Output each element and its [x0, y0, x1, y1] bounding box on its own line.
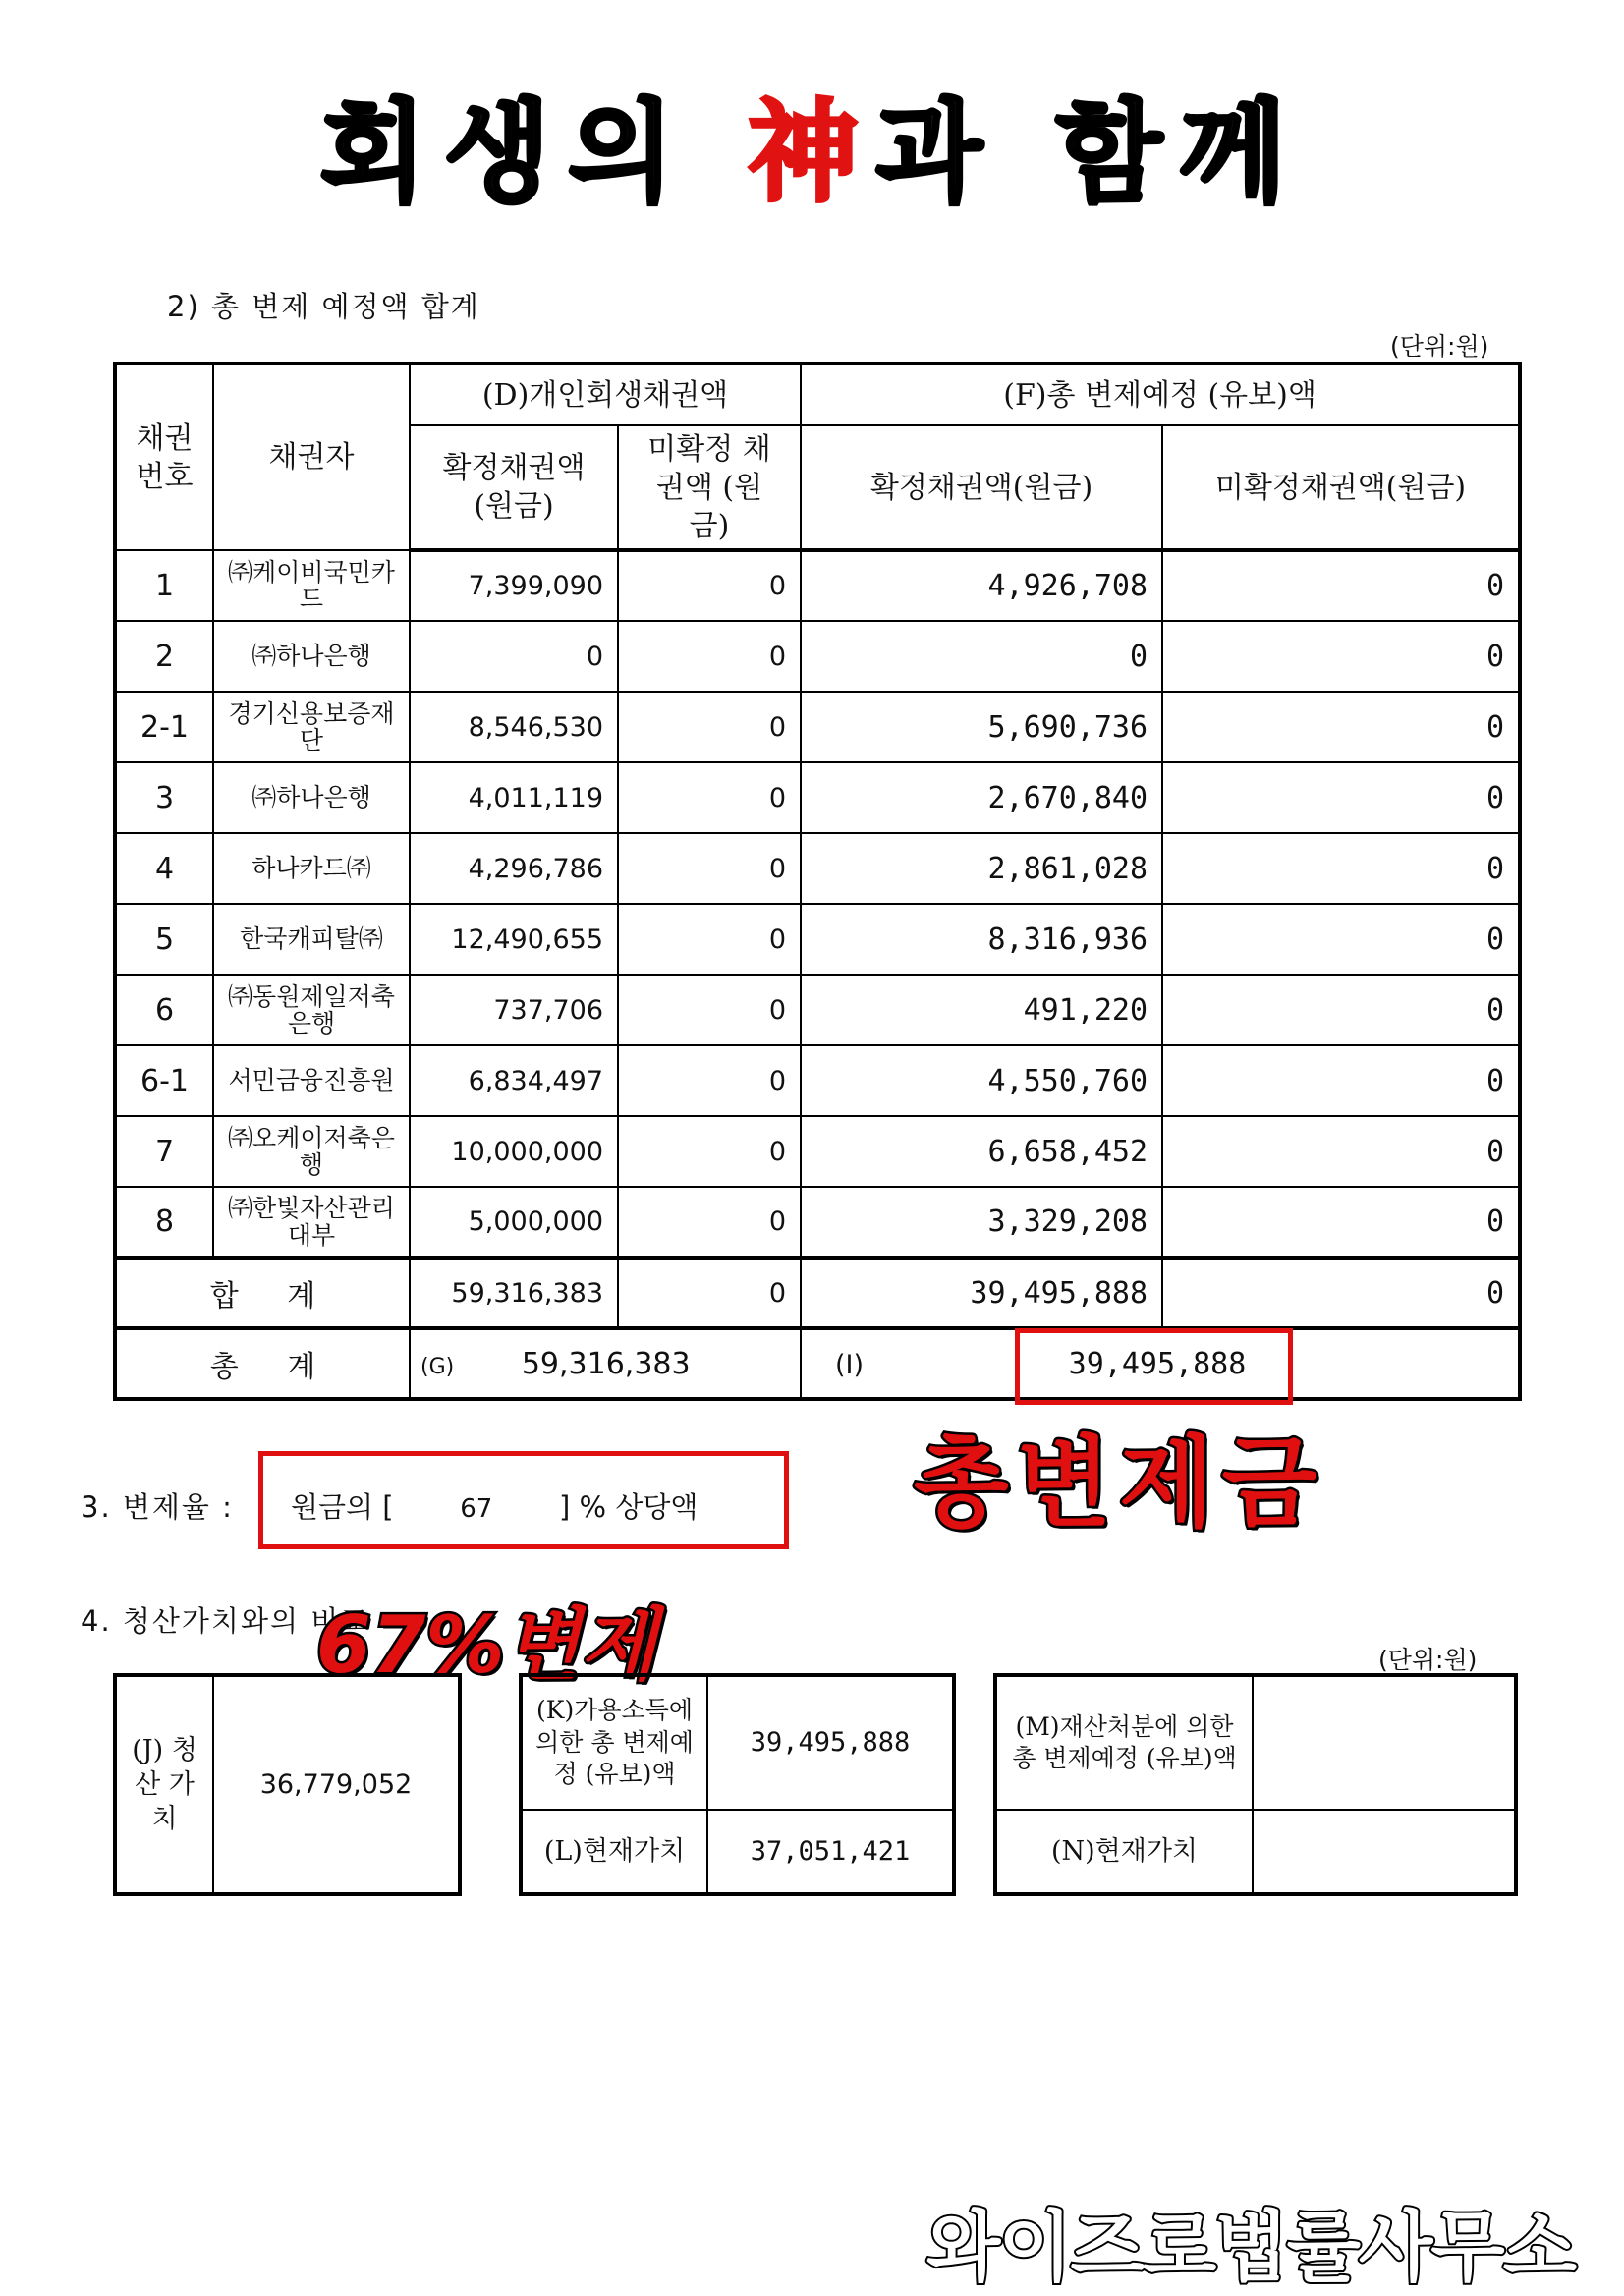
row-no: 5 [115, 904, 213, 975]
row-creditor: ㈜오케이저축은행 [213, 1116, 410, 1187]
row-confirmed-d: 737,706 [410, 975, 618, 1045]
row-no: 3 [115, 762, 213, 833]
row-confirmed-f: 5,690,736 [801, 692, 1162, 762]
header-group-f: (F)총 변제예정 (유보)액 [801, 364, 1520, 425]
row-unconfirmed-f: 0 [1162, 1045, 1520, 1116]
row-unconfirmed-d: 0 [618, 833, 801, 904]
total-g-value: 59,316,383 [521, 1346, 691, 1381]
row-confirmed-d: 4,011,119 [410, 762, 618, 833]
row-unconfirmed-f: 0 [1162, 904, 1520, 975]
row-unconfirmed-f: 0 [1162, 621, 1520, 692]
row-confirmed-f: 6,658,452 [801, 1116, 1162, 1187]
row-confirmed-d: 8,546,530 [410, 692, 618, 762]
unit-label-1: (단위:원) [1390, 332, 1489, 361]
compare-table-mn [993, 1673, 1518, 1896]
row-unconfirmed-d: 0 [618, 1187, 801, 1258]
banner-text-1: 회생의 [319, 89, 749, 217]
table-row [115, 833, 1520, 904]
row-no: 6 [115, 975, 213, 1045]
row-creditor: ㈜하나은행 [213, 621, 410, 692]
highlight-total-box [1015, 1328, 1293, 1405]
row-unconfirmed-f: 0 [1162, 975, 1520, 1045]
row-unconfirmed-d: 0 [618, 621, 801, 692]
table-row [115, 1116, 1520, 1187]
row-unconfirmed-f: 0 [1162, 762, 1520, 833]
row-no: 2-1 [115, 692, 213, 762]
row-unconfirmed-d: 0 [618, 975, 801, 1045]
row-unconfirmed-d: 0 [618, 904, 801, 975]
row-confirmed-d: 12,490,655 [410, 904, 618, 975]
row-unconfirmed-d: 0 [618, 692, 801, 762]
subtotal-d1: 59,316,383 [410, 1258, 618, 1328]
header-creditor-no: 채권 번호 [115, 364, 213, 550]
stamp-rate-repay: 67%변제 [316, 1599, 657, 1691]
total-g-label: (G) [420, 1354, 455, 1379]
j-label: (J) 청산 가치 [115, 1675, 213, 1894]
highlight-rate-box [258, 1451, 789, 1549]
row-no: 2 [115, 621, 213, 692]
row-creditor: ㈜동원제일저축은행 [213, 975, 410, 1045]
header-confirmed-f: 확정채권액(원금) [801, 425, 1162, 550]
row-no: 7 [115, 1116, 213, 1187]
header-unconfirmed-d: 미확정 채권액 (원금) [618, 425, 801, 550]
rate-text-a: 원금의 [ [291, 1490, 394, 1524]
row-confirmed-f: 2,861,028 [801, 833, 1162, 904]
row-unconfirmed-f: 0 [1162, 550, 1520, 621]
row-creditor: ㈜케이비국민카드 [213, 550, 410, 621]
header-confirmed-d: 확정채권액 (원금) [410, 425, 618, 550]
total-g-cell [410, 1328, 801, 1399]
row-creditor: ㈜하나은행 [213, 762, 410, 833]
m-value [1253, 1675, 1516, 1810]
row-unconfirmed-d: 0 [618, 1045, 801, 1116]
l-value: 37,051,421 [707, 1810, 954, 1894]
table-row [115, 1045, 1520, 1116]
j-value: 36,779,052 [213, 1675, 460, 1894]
row-unconfirmed-d: 0 [618, 550, 801, 621]
row-no: 6-1 [115, 1045, 213, 1116]
row-confirmed-d: 0 [410, 621, 618, 692]
section-2-heading: 2) 총 변제 예정액 합계 [167, 290, 480, 323]
table-row [115, 1187, 1520, 1258]
banner-text-2: 과 함께 [875, 89, 1305, 217]
row-confirmed-d: 4,296,786 [410, 833, 618, 904]
row-confirmed-d: 10,000,000 [410, 1116, 618, 1187]
banner-highlight: 神 [748, 89, 876, 217]
total-i-label: (I) [835, 1349, 865, 1380]
row-confirmed-d: 5,000,000 [410, 1187, 618, 1258]
row-creditor: ㈜한빛자산관리대부 [213, 1187, 410, 1258]
row-creditor: 하나카드㈜ [213, 833, 410, 904]
row-unconfirmed-d: 0 [618, 762, 801, 833]
row-confirmed-f: 4,550,760 [801, 1045, 1162, 1116]
row-confirmed-d: 6,834,497 [410, 1045, 618, 1116]
row-confirmed-f: 2,670,840 [801, 762, 1162, 833]
unit-label-2: (단위:원) [1378, 1646, 1478, 1674]
n-label: (N)현재가치 [995, 1810, 1253, 1894]
row-unconfirmed-f: 0 [1162, 833, 1520, 904]
table-row [115, 975, 1520, 1045]
row-creditor: 경기신용보증재단 [213, 692, 410, 762]
table-row [115, 762, 1520, 833]
banner-title [0, 89, 1624, 217]
subtotal-label: 합 계 [115, 1258, 410, 1328]
firm-logo-text: 와이즈로법률사무소 [925, 2204, 1575, 2292]
row-no: 1 [115, 550, 213, 621]
section-3-prefix: 3. 변제율 : [81, 1490, 234, 1524]
compare-table-kl [519, 1673, 956, 1896]
section-3-line [81, 1485, 234, 1526]
rate-text-b: ] % 상당액 [559, 1490, 699, 1524]
total-label: 총 계 [115, 1328, 410, 1399]
n-value [1253, 1810, 1516, 1894]
row-creditor: 한국캐피탈㈜ [213, 904, 410, 975]
row-confirmed-f: 0 [801, 621, 1162, 692]
row-confirmed-f: 3,329,208 [801, 1187, 1162, 1258]
header-unconfirmed-f: 미확정채권액(원금) [1162, 425, 1520, 550]
subtotal-d2: 0 [618, 1258, 801, 1328]
k-value: 39,495,888 [707, 1675, 954, 1810]
row-confirmed-f: 4,926,708 [801, 550, 1162, 621]
m-label: (M)재산처분에 의한 총 변제예정 (유보)액 [995, 1675, 1253, 1810]
row-creditor: 서민금융진흥원 [213, 1045, 410, 1116]
row-unconfirmed-f: 0 [1162, 692, 1520, 762]
row-no: 4 [115, 833, 213, 904]
row-unconfirmed-f: 0 [1162, 1187, 1520, 1258]
rate-value: 67 [460, 1494, 493, 1524]
subtotal-f1: 39,495,888 [801, 1258, 1162, 1328]
compare-table-j [113, 1673, 462, 1896]
row-confirmed-f: 8,316,936 [801, 904, 1162, 975]
table-row [115, 692, 1520, 762]
row-unconfirmed-d: 0 [618, 1116, 801, 1187]
header-creditor: 채권자 [213, 364, 410, 550]
row-confirmed-f: 491,220 [801, 975, 1162, 1045]
header-group-d: (D)개인회생채권액 [410, 364, 801, 425]
subtotal-f2: 0 [1162, 1258, 1520, 1328]
table-row [115, 621, 1520, 692]
repayment-table [113, 362, 1522, 1401]
row-no: 8 [115, 1187, 213, 1258]
stamp-total-repay: 총변제금 [914, 1426, 1325, 1540]
table-row [115, 904, 1520, 975]
l-label: (L)현재가치 [521, 1810, 707, 1894]
row-unconfirmed-f: 0 [1162, 1116, 1520, 1187]
total-i-value: 39,495,888 [1068, 1346, 1247, 1381]
k-label: (K)가용소득에 의한 총 변제예정 (유보)액 [521, 1675, 707, 1810]
table-row [115, 550, 1520, 621]
section-4-heading: 4. 청산가치와의 비교 [81, 1604, 370, 1638]
row-confirmed-d: 7,399,090 [410, 550, 618, 621]
